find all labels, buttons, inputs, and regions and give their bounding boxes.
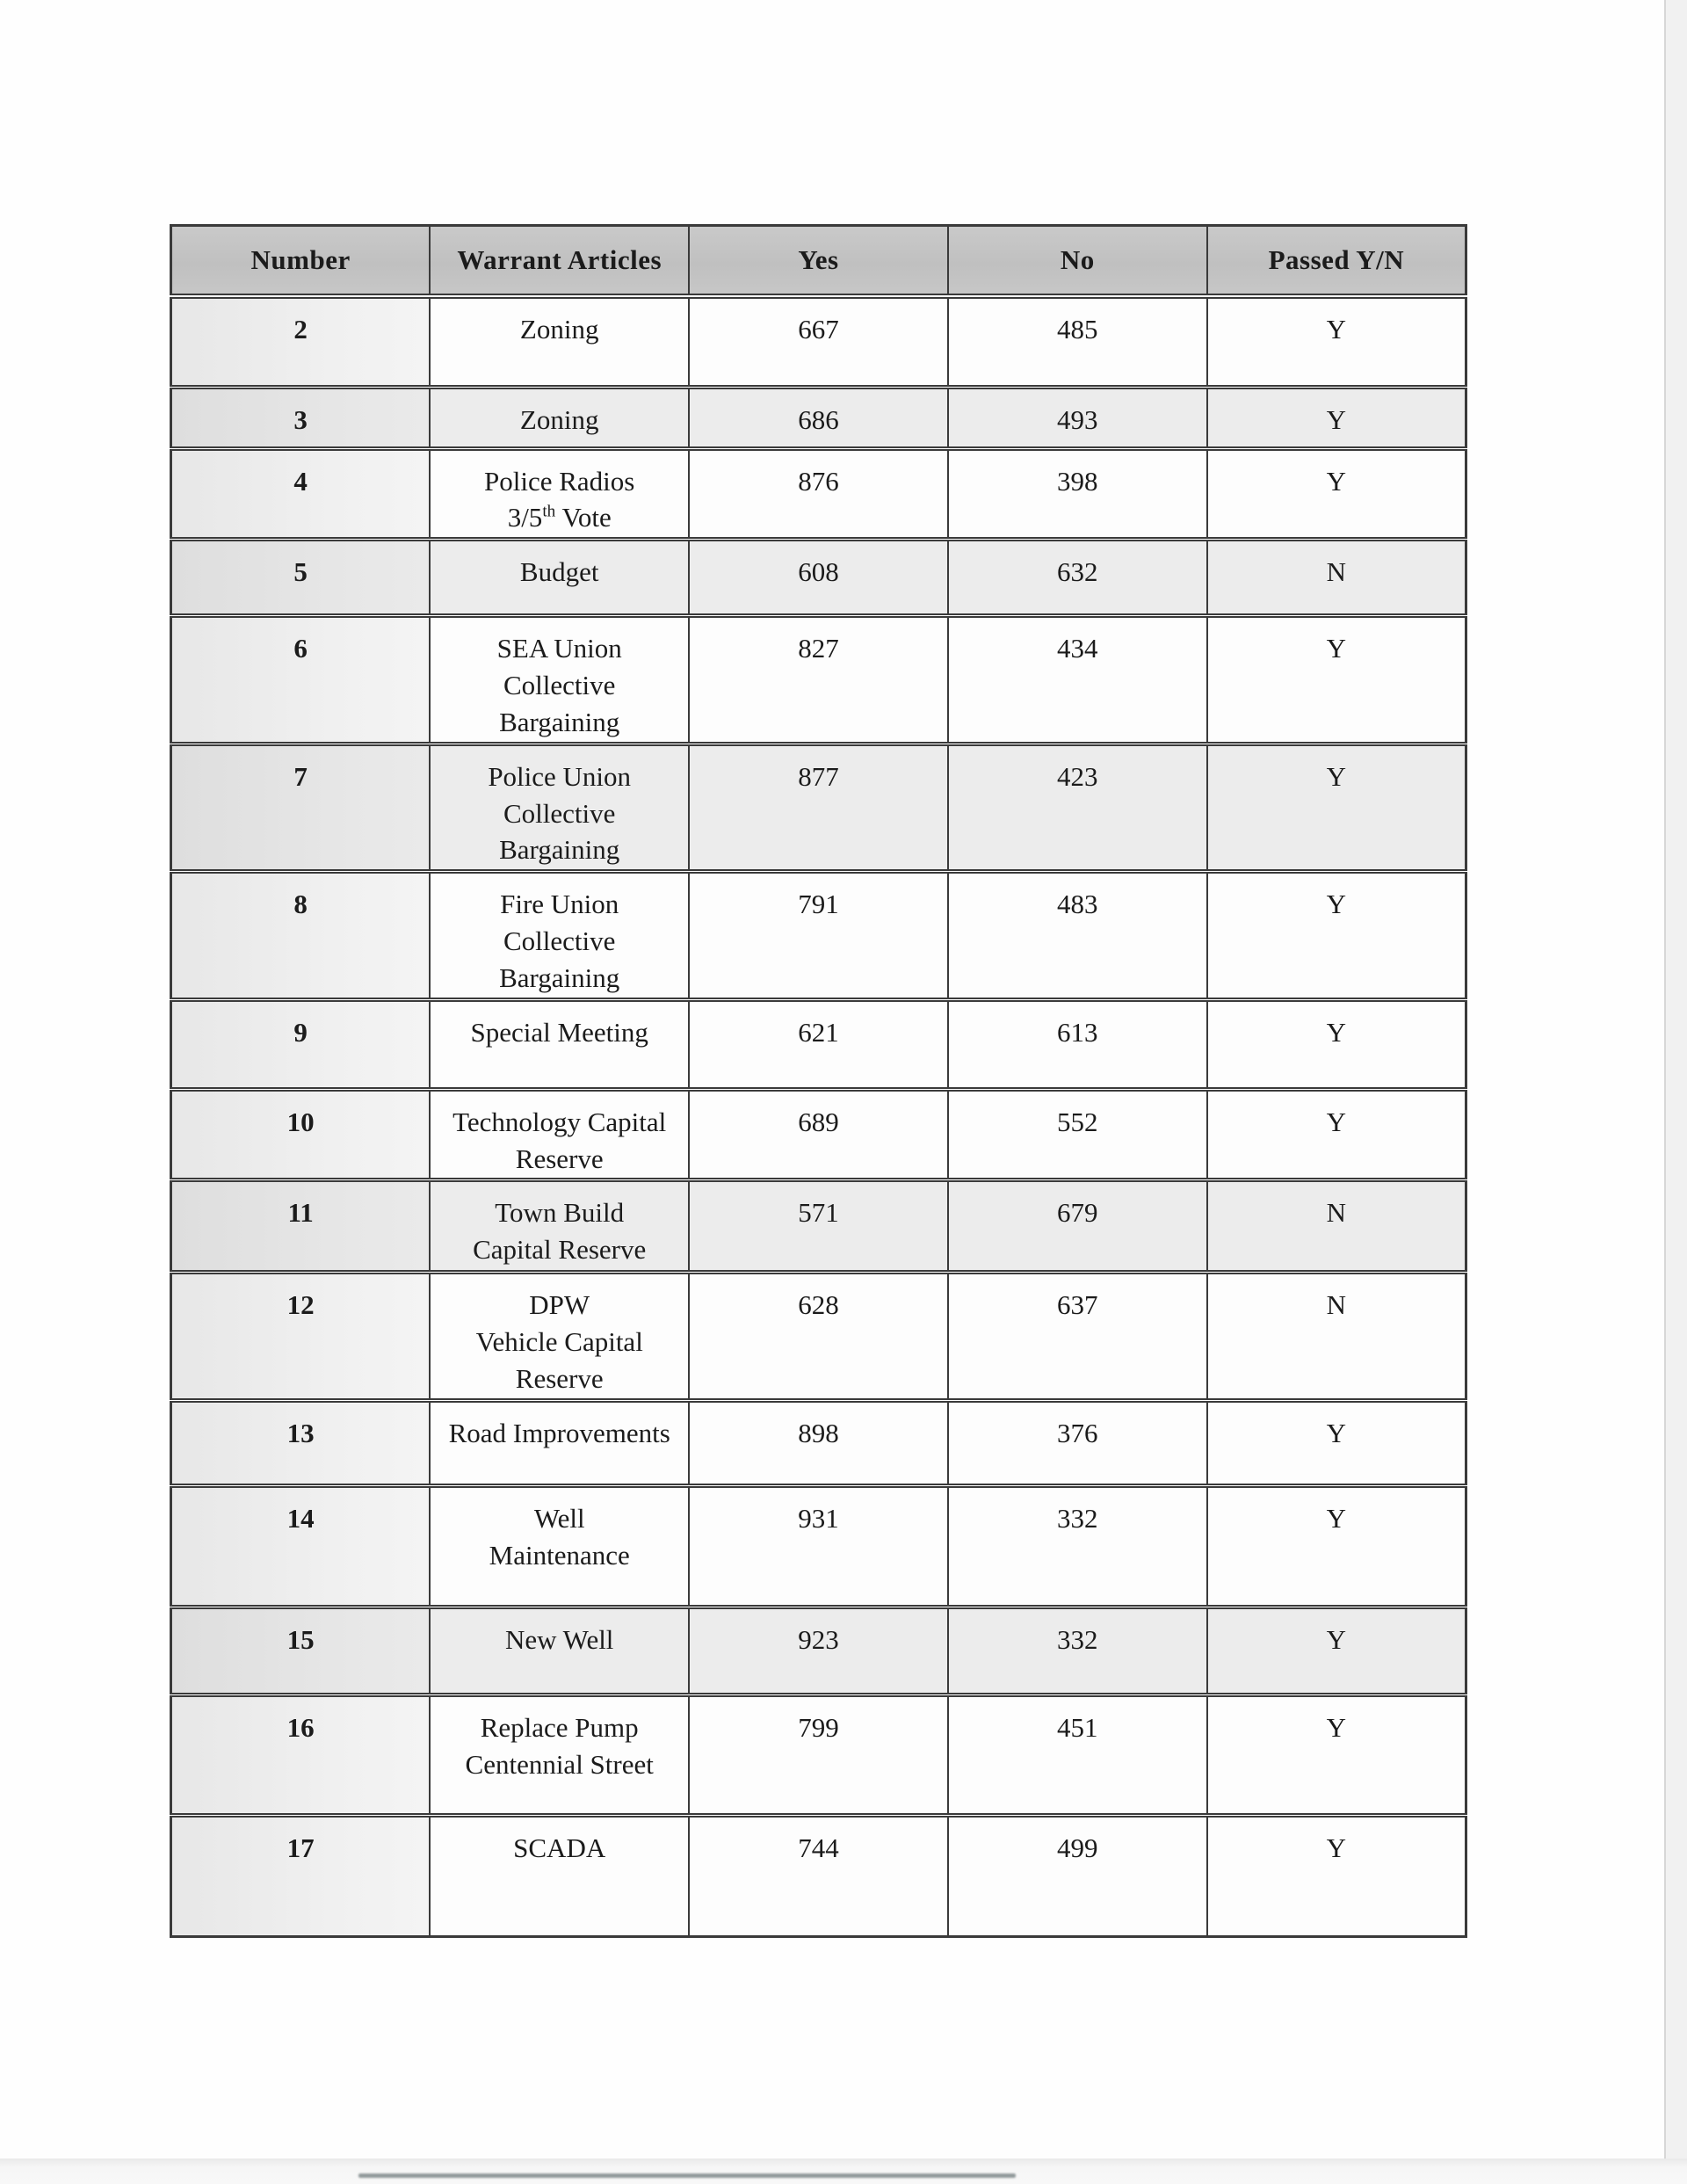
cell-warrant-article [430,1273,689,1401]
warrant-article-line: SEA Union [496,633,622,664]
table-row [171,1607,1466,1695]
cell-yes-votes: 689 [689,1089,948,1180]
cell-yes-votes: 628 [689,1273,948,1401]
table-row [171,1401,1466,1486]
cell-no-votes: 398 [948,448,1207,540]
cell-no-votes: 332 [948,1607,1207,1695]
warrant-article-line: Police Radios [484,465,635,497]
cell-no-votes: 613 [948,999,1207,1089]
table-row [171,296,1466,387]
cell-passed: Y [1207,1607,1466,1695]
warrant-article-line: Reserve [515,1143,604,1174]
warrant-article-line: Technology Capital [453,1106,667,1137]
cell-yes-votes: 898 [689,1401,948,1486]
column-header-warrant-articles: Warrant Articles [430,226,689,297]
table-row [171,1695,1466,1816]
cell-passed: N [1207,1180,1466,1273]
table-body [171,296,1466,1937]
table-row [171,999,1466,1089]
cell-number: 9 [171,999,431,1089]
table-row [171,387,1466,448]
cell-yes-votes: 621 [689,999,948,1089]
warrant-article-line: Collective [503,797,616,829]
cell-passed: Y [1207,872,1466,1000]
warrant-article-line: Bargaining [499,706,620,737]
warrant-article-line: Zoning [519,314,599,345]
warrant-article-line: Fire Union [500,889,619,920]
cell-warrant-article [430,1180,689,1273]
warrant-article-line: Collective [503,925,616,957]
table-row [171,540,1466,616]
warrant-article-line: Police Union [488,760,632,792]
warrant-article-line: Bargaining [499,961,620,993]
cell-number: 4 [171,448,431,540]
cell-number: 12 [171,1273,431,1401]
column-header-passed: Passed Y/N [1207,226,1466,297]
column-header-no: No [948,226,1207,297]
cell-passed: Y [1207,744,1466,872]
cell-passed: Y [1207,296,1466,387]
warrant-article-line: Replace Pump [480,1712,639,1743]
warrant-article-line: Maintenance [489,1539,630,1571]
cell-no-votes: 637 [948,1273,1207,1401]
warrant-article-line: Special Meeting [470,1016,648,1048]
cell-number: 17 [171,1816,431,1937]
cell-warrant-article [430,387,689,448]
table-row [171,1180,1466,1273]
warrant-article-line: SCADA [513,1832,606,1863]
cell-no-votes: 332 [948,1486,1207,1607]
column-header-yes: Yes [689,226,948,297]
header-row [171,226,1466,297]
cell-number: 13 [171,1401,431,1486]
cell-yes-votes: 744 [689,1816,948,1937]
cell-yes-votes: 827 [689,616,948,744]
table-row [171,872,1466,1000]
cell-warrant-article [430,1089,689,1180]
cell-number: 14 [171,1486,431,1607]
warrant-article-line: DPW [529,1289,590,1321]
cell-yes-votes: 608 [689,540,948,616]
cell-passed: Y [1207,387,1466,448]
cell-warrant-article [430,1486,689,1607]
cell-warrant-article [430,1401,689,1486]
warrant-article-line: Zoning [519,403,599,435]
cell-no-votes: 485 [948,296,1207,387]
cell-warrant-article [430,744,689,872]
cell-number: 11 [171,1180,431,1273]
warrant-article-line: Collective [503,670,616,701]
warrant-article-line: Road Improvements [448,1418,670,1448]
cell-number: 7 [171,744,431,872]
cell-no-votes: 423 [948,744,1207,872]
scan-edge-artifact [1664,0,1666,2184]
warrant-article-line: Centennial Street [465,1748,654,1780]
cell-number: 15 [171,1607,431,1695]
table-row [171,744,1466,872]
cell-no-votes: 376 [948,1401,1207,1486]
cell-number: 3 [171,387,431,448]
cell-number: 10 [171,1089,431,1180]
cell-passed: Y [1207,1401,1466,1486]
scan-bottom-band-artifact [0,2159,1687,2184]
warrant-article-line: Capital Reserve [473,1234,647,1266]
cell-warrant-article [430,616,689,744]
cell-no-votes: 499 [948,1816,1207,1937]
table-row [171,1089,1466,1180]
cell-number: 2 [171,296,431,387]
cell-number: 16 [171,1695,431,1816]
cell-no-votes: 451 [948,1695,1207,1816]
cell-yes-votes: 876 [689,448,948,540]
cell-warrant-article [430,296,689,387]
cell-passed: Y [1207,1816,1466,1937]
cell-passed: N [1207,540,1466,616]
cell-passed: N [1207,1273,1466,1401]
warrant-article-line: Bargaining [499,834,620,866]
cell-warrant-article [430,1816,689,1937]
table-row [171,1273,1466,1401]
cell-passed: Y [1207,616,1466,744]
table-row [171,448,1466,540]
cell-yes-votes: 791 [689,872,948,1000]
column-header-number: Number [171,226,431,297]
table-row [171,616,1466,744]
warrant-results-table [170,224,1467,1938]
cell-warrant-article [430,999,689,1089]
cell-number: 6 [171,616,431,744]
cell-yes-votes: 686 [689,387,948,448]
table-row [171,1486,1466,1607]
cell-yes-votes: 799 [689,1695,948,1816]
warrant-article-line: Town Build [495,1197,625,1229]
cell-no-votes: 493 [948,387,1207,448]
cell-warrant-article [430,448,689,540]
scan-smudge-artifact [358,2173,1016,2178]
cell-yes-votes: 931 [689,1486,948,1607]
cell-no-votes: 552 [948,1089,1207,1180]
cell-warrant-article [430,540,689,616]
cell-passed: Y [1207,1486,1466,1607]
table-row [171,1816,1466,1937]
cell-passed: Y [1207,999,1466,1089]
cell-passed: Y [1207,1695,1466,1816]
cell-no-votes: 434 [948,616,1207,744]
cell-yes-votes: 923 [689,1607,948,1695]
cell-yes-votes: 877 [689,744,948,872]
cell-number: 8 [171,872,431,1000]
warrant-article-line: New Well [504,1624,614,1655]
warrant-article-line: Budget [519,556,599,588]
warrant-article-line: Vehicle Capital [475,1326,643,1358]
cell-yes-votes: 571 [689,1180,948,1273]
cell-no-votes: 679 [948,1180,1207,1273]
cell-no-votes: 483 [948,872,1207,1000]
cell-no-votes: 632 [948,540,1207,616]
scan-right-margin-artifact [1666,0,1687,2184]
warrant-article-line: Well [533,1503,585,1534]
warrant-article-line: 3/5th Vote [507,502,612,533]
cell-warrant-article [430,1695,689,1816]
cell-number: 5 [171,540,431,616]
cell-passed: Y [1207,448,1466,540]
warrant-article-line: Reserve [515,1363,604,1395]
cell-passed: Y [1207,1089,1466,1180]
cell-warrant-article [430,1607,689,1695]
cell-warrant-article [430,872,689,1000]
cell-yes-votes: 667 [689,296,948,387]
